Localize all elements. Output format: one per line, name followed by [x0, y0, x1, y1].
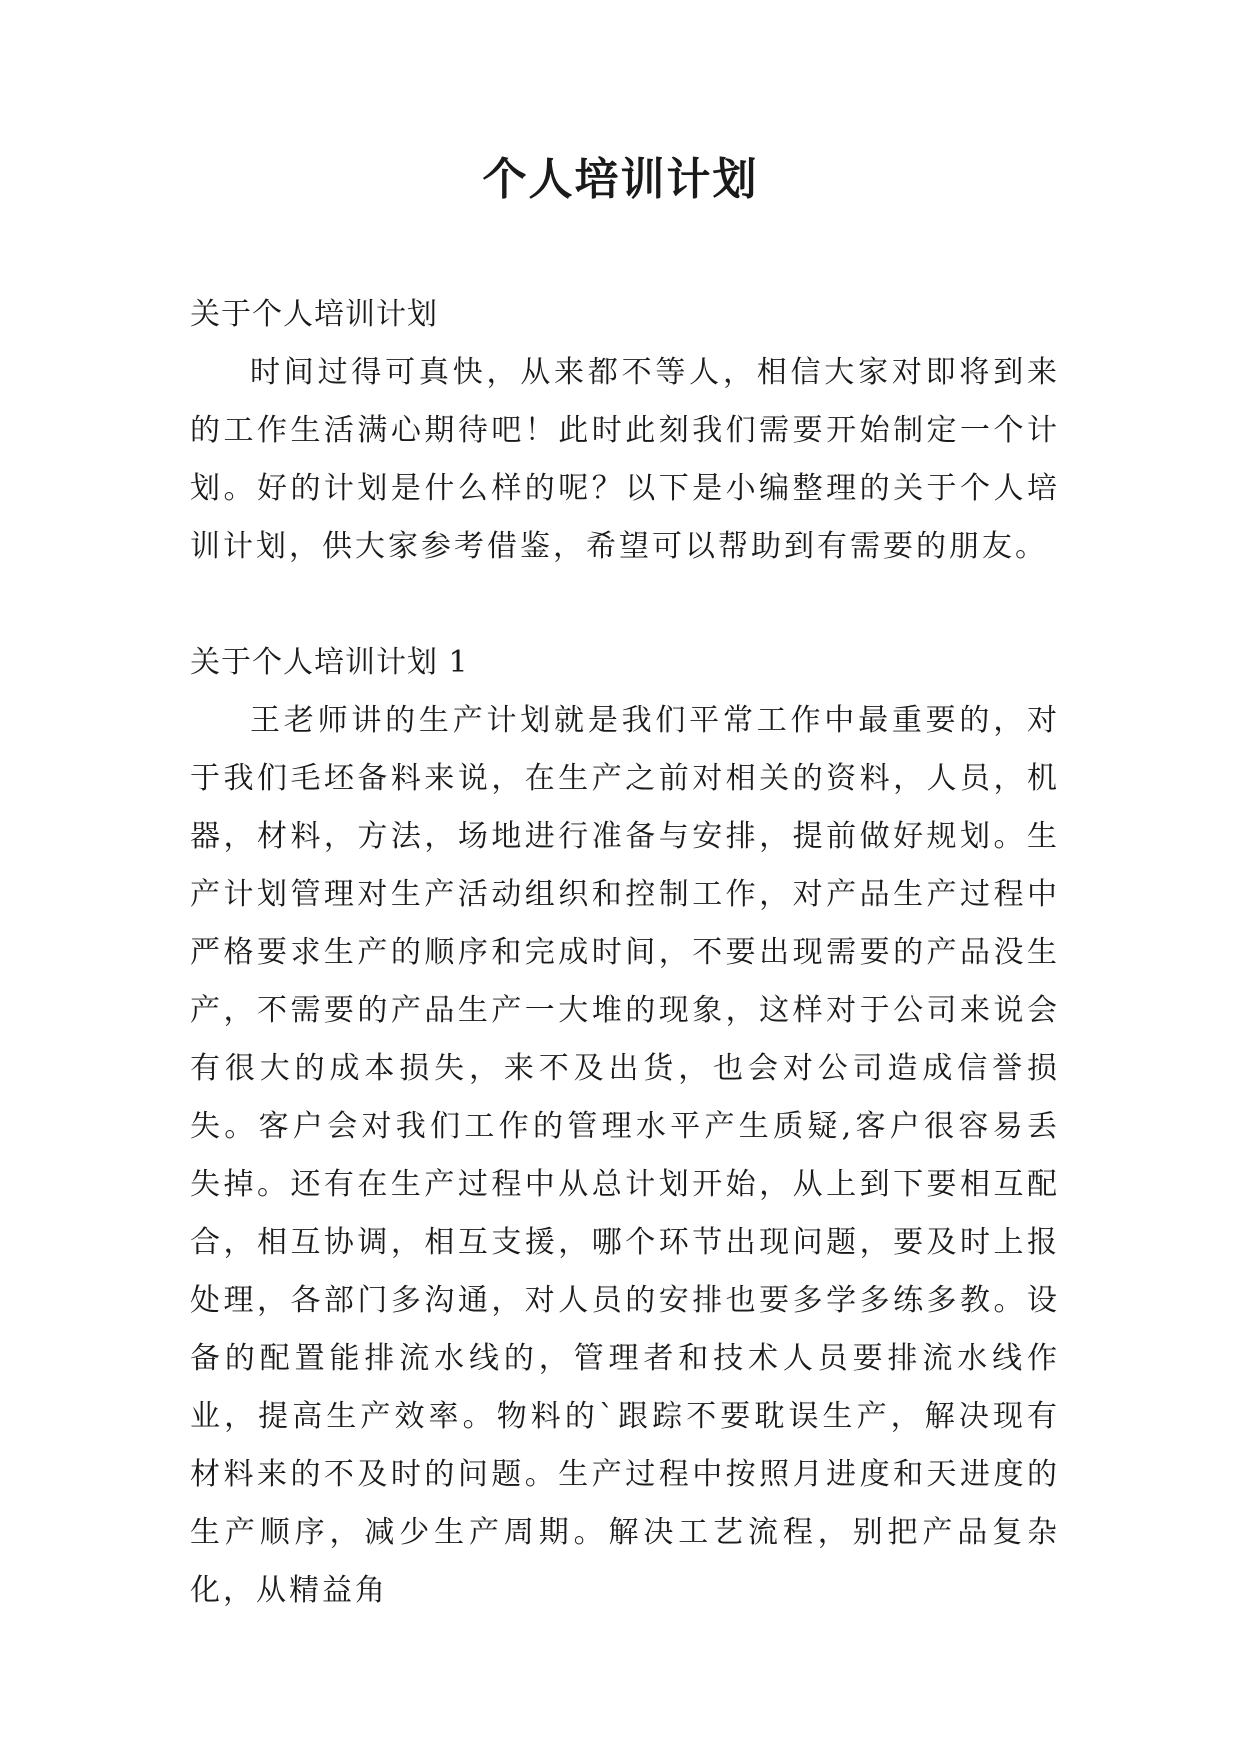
- paragraph-spacer: [190, 576, 1060, 634]
- section-heading-intro: 关于个人培训计划: [190, 297, 438, 332]
- section-paragraph-1: 王老师讲的生产计划就是我们平常工作中最重要的，对于我们毛坯备料来说，在生产之前对相关的资料，人员，机器，材料，方法，场地进行准备与安排，提前做好规划。生产计划管理对生产活动组织和控制工作，对产品生产过程中严格要求生产的顺序和完成时间，不要出现需要的产品没生产，不需要的产品生产一大堆的现象，这样对于公司来说会有很大的成本损失，来不及出货，也会对公司造成信誉损失。客户会对我们工作的管理水平产生质疑,客户很容易丢失掉。还有在生产过程中从总计划开始，从上到下要相互配合，相互协调，相互支援，哪个环节出现问题，要及时上报处理，各部门多沟通，对人员的安排也要多学多练多教。设备的配置能排流水线的，管理者和技术人员要排流水线作业，提高生产效率。物料的`跟踪不要耽误生产，解决现有材料来的不及时的问题。生产过程中按照月进度和天进度的生产顺序，减少生产周期。解决工艺流程，别把产品复杂化，从精益角: [190, 703, 1060, 1608]
- document-body: [190, 286, 1060, 1620]
- document-title: 个人培训计划: [482, 154, 759, 205]
- section-paragraph-intro: 时间过得可真快，从来都不等人，相信大家对即将到来的工作生活满心期待吧！此时此刻我们需要开始制定一个计划。好的计划是什么样的呢？以下是小编整理的关于个人培训计划，供大家参考借鉴，希望可以帮助到有需要的朋友。: [190, 355, 1060, 564]
- section-heading-1: 关于个人培训计划 1: [190, 645, 469, 680]
